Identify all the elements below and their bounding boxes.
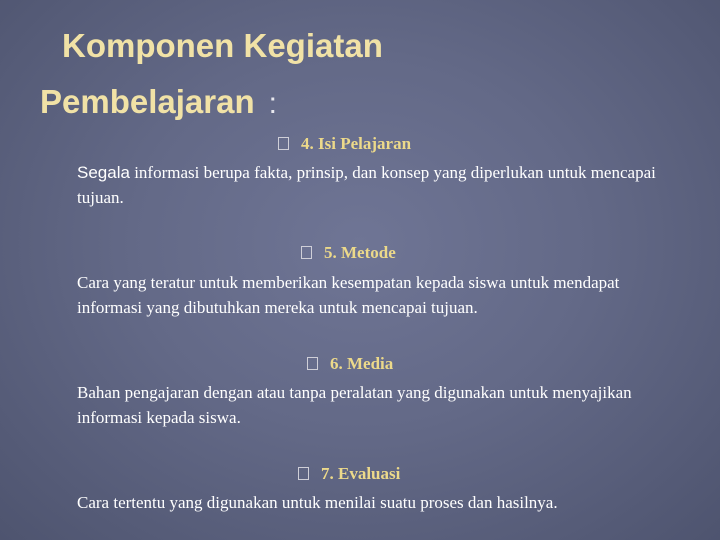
heading-text: 6. Media [330,354,394,373]
bullet-icon [278,137,289,150]
section-heading-isi-pelajaran [278,134,411,154]
body-text: Cara tertentu yang digunakan untuk menilai suatu proses dan hasilnya. [77,493,558,512]
title-colon: : [268,87,277,120]
body-text: informasi berupa fakta, prinsip, dan konsep yang diperlukan untuk mencapai tujuan. [77,163,656,207]
section-body-media [77,380,677,430]
heading-text: 5. Metode [324,243,396,262]
title-line-2 [40,74,680,132]
section-heading-metode [301,243,396,263]
bullet-icon [301,246,312,259]
heading-text: 7. Evaluasi [321,464,401,483]
bullet-icon [307,357,318,370]
slide-title [40,18,680,132]
heading-text: 4. Isi Pelajaran [301,134,412,153]
section-heading-media [307,354,393,374]
section-body-metode [77,270,677,320]
body-text: Bahan pengajaran dengan atau tanpa peralatan yang digunakan untuk menyajikan informasi kepada siswa. [77,383,632,427]
title-line-2-text: Pembelajaran [40,83,255,120]
title-line-1: Komponen Kegiatan [62,27,383,64]
section-heading-evaluasi [298,464,400,484]
section-body-evaluasi [77,490,677,515]
section-body-isi-pelajaran [77,160,677,210]
body-text: Cara yang teratur untuk memberikan kesempatan kepada siswa untuk mendapat informasi yang dibutuhkan mereka untuk mencapai tujuan. [77,273,620,317]
body-lead-word: Segala [77,163,130,182]
bullet-icon [298,467,309,480]
